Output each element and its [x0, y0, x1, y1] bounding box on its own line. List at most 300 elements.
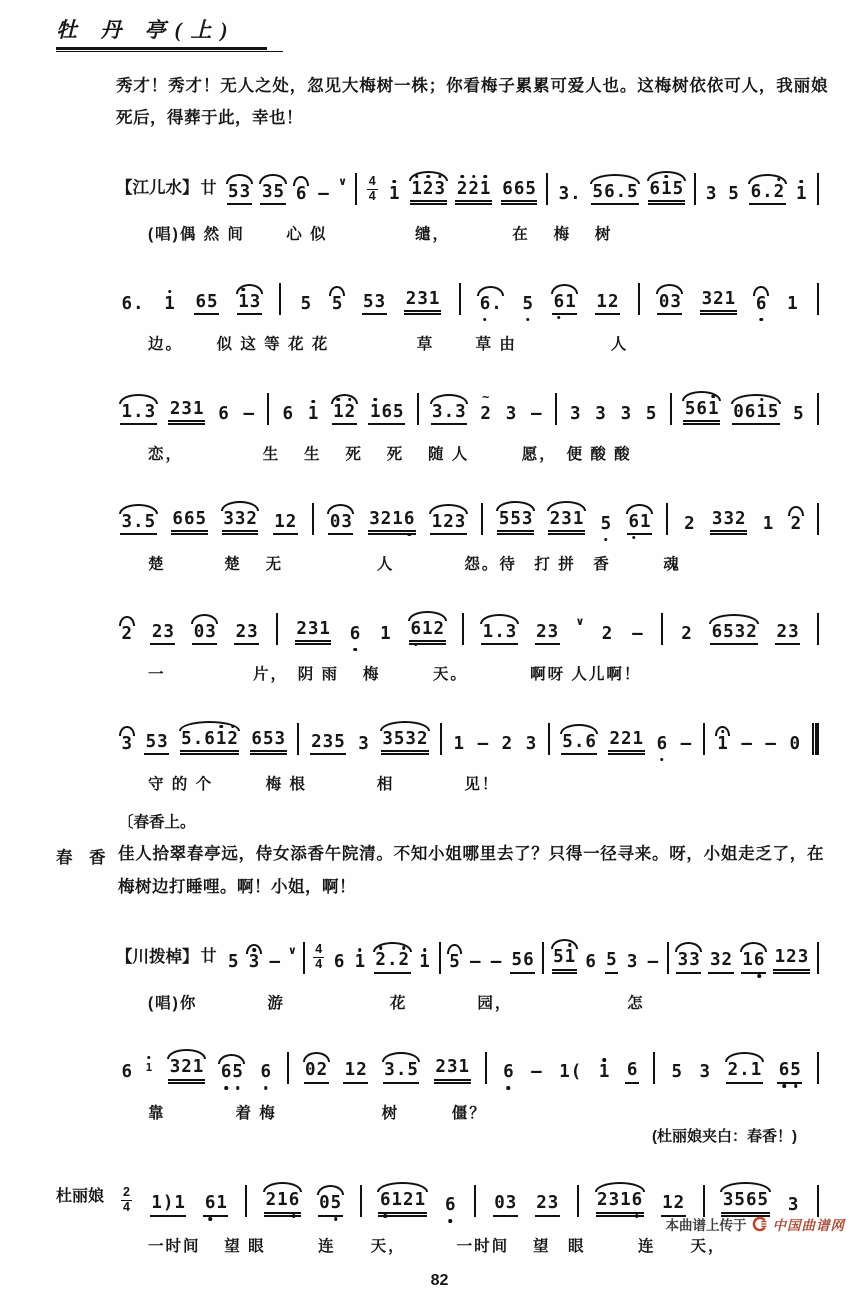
- note: 2: [296, 618, 307, 639]
- note: 3: [341, 511, 352, 532]
- note-group: [619, 405, 633, 426]
- dash-note: –: [647, 952, 659, 973]
- note-group: [625, 1061, 639, 1084]
- note: 3: [374, 291, 386, 312]
- barline: [666, 503, 668, 535]
- note: 2: [235, 621, 247, 642]
- note-group: [455, 180, 492, 206]
- note: 6: [631, 1190, 643, 1211]
- note-group: [144, 733, 169, 756]
- lyrics-line: 一 片， 阴 雨 梅 天。 啊呀 人儿啊！: [148, 666, 642, 684]
- dash-note: –: [531, 1062, 542, 1083]
- note: 2: [311, 731, 322, 752]
- note: 6: [260, 1062, 272, 1083]
- note: 6: [513, 178, 525, 199]
- note: 1: [453, 733, 465, 754]
- note-group: [670, 1063, 684, 1084]
- note-mark: .: [494, 621, 505, 642]
- note: 2: [169, 398, 181, 419]
- note-group: [306, 405, 320, 426]
- note: 6: [251, 728, 262, 749]
- note-group: [120, 625, 134, 646]
- note-group: [294, 185, 308, 206]
- music-line-chuanbozhao-2: [56, 1038, 823, 1123]
- note: 1: [145, 1060, 153, 1074]
- note: 3: [384, 1060, 395, 1081]
- note-group: [773, 948, 810, 974]
- barline: [817, 283, 819, 315]
- note-group: [332, 953, 346, 974]
- barline: [355, 173, 357, 205]
- lyrics-line: (唱)你 游 花 园， 怎: [148, 994, 645, 1012]
- notation-row: [116, 269, 823, 323]
- site-logo-icon: [752, 1216, 768, 1232]
- note: 1: [215, 728, 227, 749]
- note: 6: [220, 1062, 232, 1083]
- note: 6: [379, 1190, 391, 1211]
- note: 3: [608, 1190, 620, 1211]
- note: 5: [273, 181, 285, 202]
- note: 3: [322, 731, 334, 752]
- note: 6: [745, 1190, 757, 1211]
- note-group: [383, 1061, 420, 1084]
- note: 6: [204, 1193, 216, 1214]
- speaker-label-chunxiang: 春 香: [56, 849, 106, 868]
- note: 5: [728, 183, 739, 204]
- note-group: [716, 735, 730, 756]
- barline: [817, 173, 819, 205]
- note: 5: [757, 1190, 769, 1211]
- barline: [360, 1185, 362, 1217]
- note: 2: [468, 178, 479, 199]
- note: 2: [536, 1193, 547, 1214]
- liu-speech: 秀才！秀才！无人之处，忽见大梅树一株；你看梅子累累可爱人也。这梅树依依可人，我丽娘死后，得葬于此，幸也！: [116, 77, 828, 128]
- note: 6: [349, 623, 361, 644]
- barline: [297, 723, 299, 755]
- note: 1: [216, 1193, 227, 1214]
- page-number: 82: [430, 1271, 449, 1289]
- note: 1: [598, 1062, 610, 1083]
- note-mark: .: [739, 1060, 750, 1081]
- barline: [667, 942, 669, 974]
- note: 5: [393, 728, 405, 749]
- note-group: [680, 625, 694, 646]
- note: 3: [570, 403, 581, 424]
- note-group: [625, 953, 639, 974]
- note-group: [448, 953, 462, 974]
- note-group: [430, 513, 467, 536]
- note-group: [264, 1191, 301, 1217]
- time-signature-digit: 4: [368, 188, 376, 203]
- note: 1: [742, 950, 753, 971]
- note: 1: [333, 401, 344, 422]
- note-mark: .: [491, 293, 502, 314]
- free-meter-mark: 廿: [200, 179, 217, 197]
- note: 2: [380, 508, 392, 529]
- barline: [459, 283, 461, 315]
- note-group: [548, 510, 585, 536]
- note: 3: [787, 1195, 799, 1216]
- note: 3: [369, 508, 380, 529]
- measures: [223, 928, 823, 982]
- note-group: [247, 953, 261, 974]
- note-group: [561, 733, 598, 756]
- lyrics-line: 守 的 个 梅 根 相 见！: [148, 776, 500, 794]
- lyrics-line: 靠 着 梅 树 僵？: [148, 1104, 487, 1122]
- barline: [638, 283, 640, 315]
- note: 0: [329, 511, 341, 532]
- note-group: [168, 1058, 205, 1084]
- note: 2: [344, 401, 356, 422]
- time-signature-digit: 4: [315, 942, 323, 957]
- dash-note: –: [632, 623, 643, 644]
- time-signature: [367, 175, 378, 204]
- note: 6: [553, 291, 565, 312]
- note: 1: [458, 1057, 470, 1078]
- notation-row: [116, 159, 823, 213]
- note: 5: [511, 950, 523, 971]
- note-group: [552, 293, 577, 316]
- note-group: [644, 405, 658, 426]
- note: 3: [382, 728, 393, 749]
- note: 1: [756, 401, 767, 422]
- note: 6: [195, 291, 206, 312]
- note-group: [777, 1061, 802, 1084]
- note: 1: [192, 1057, 204, 1078]
- note: 3: [626, 952, 638, 973]
- note-group: [409, 620, 446, 646]
- note-group: [310, 733, 347, 756]
- breath-mark: ∨: [338, 176, 348, 189]
- note-group: [710, 510, 747, 536]
- note-group: [529, 405, 543, 426]
- note-group: [120, 295, 145, 316]
- note: 6: [753, 950, 765, 971]
- note-group: [379, 625, 393, 646]
- note-group: [500, 735, 514, 756]
- note-group: [676, 951, 701, 974]
- note: 5: [606, 950, 617, 971]
- dash-note: –: [269, 952, 281, 973]
- note: 3: [249, 291, 261, 312]
- note: 2: [121, 623, 133, 644]
- note: 3: [121, 733, 133, 754]
- barline: [439, 942, 441, 974]
- note: 6: [503, 1062, 514, 1083]
- note: 3: [234, 508, 246, 529]
- notation-row: [116, 599, 823, 653]
- note: 3: [525, 733, 537, 754]
- note: 5: [232, 1062, 243, 1083]
- note-group: [387, 185, 401, 206]
- time-signature-digit: 4: [368, 174, 376, 189]
- music-line-jiangershui-5: [56, 599, 823, 684]
- barline: [555, 393, 557, 425]
- note-group: [452, 735, 466, 756]
- note: 3: [670, 291, 681, 312]
- barline: [303, 942, 305, 974]
- lyrics-line: 边。 似 这 等 花 花 草 草 由 人: [148, 336, 629, 354]
- breath-mark: ∨: [575, 616, 585, 629]
- note: 1: [174, 1193, 185, 1214]
- note: 2 ~: [480, 406, 492, 424]
- note-group: [381, 730, 429, 756]
- note: 6: [585, 952, 596, 973]
- note-mark: ): [162, 1193, 174, 1214]
- note: 2: [727, 1060, 739, 1081]
- note: 6: [479, 293, 491, 314]
- note: 3: [547, 1193, 559, 1214]
- note: 6: [444, 1195, 456, 1216]
- note: 6: [288, 1190, 300, 1211]
- barline: [485, 1052, 487, 1084]
- note-group: [268, 953, 282, 974]
- note-group: [655, 735, 669, 756]
- note-group: [648, 180, 685, 206]
- note: 6: [403, 508, 415, 529]
- barline: [279, 283, 281, 315]
- note-group: [558, 1063, 583, 1084]
- dash-note: –: [318, 183, 329, 204]
- note-group: [168, 400, 205, 426]
- measures: [116, 1038, 823, 1092]
- free-meter-mark: 廿: [200, 948, 217, 966]
- note: 2: [403, 1190, 414, 1211]
- note: 3: [454, 511, 466, 532]
- note: 5: [562, 731, 573, 752]
- note-group: [708, 951, 733, 974]
- note-group: [237, 293, 262, 316]
- note: 1: [787, 293, 798, 314]
- note: 3: [711, 508, 723, 529]
- note: 1: [428, 288, 440, 309]
- note-group: [795, 185, 809, 206]
- note-group: [596, 1191, 644, 1217]
- note-group: [217, 405, 231, 426]
- note: 2: [246, 508, 257, 529]
- note-group: [594, 405, 608, 426]
- barline: [312, 503, 314, 535]
- note: 3: [723, 508, 734, 529]
- note: 5: [330, 1193, 342, 1214]
- note-group: [295, 620, 332, 646]
- note-group: [754, 295, 768, 316]
- note-group: [332, 403, 357, 426]
- note: 2: [734, 508, 746, 529]
- note-group: [374, 951, 411, 974]
- note: 1: [559, 1062, 570, 1083]
- note-group: [683, 400, 720, 426]
- note-mark: .: [386, 950, 398, 971]
- note: 6: [626, 1060, 638, 1081]
- note-group: [786, 295, 800, 316]
- note: 2: [416, 728, 428, 749]
- notation-row: [116, 928, 823, 982]
- note-group: [163, 295, 177, 316]
- note: 3: [205, 621, 216, 642]
- note: 1: [421, 618, 433, 639]
- note: 5: [334, 731, 345, 752]
- note-group: [260, 183, 285, 206]
- lyrics-line: (唱)偶 然 间 心 似 缱， 在 梅 树: [148, 226, 613, 244]
- note-group: [481, 623, 518, 646]
- note: 1: [482, 621, 494, 642]
- note: 2: [433, 618, 445, 639]
- note: 6: [585, 731, 596, 752]
- note-group: [362, 293, 387, 316]
- note: 1: [640, 511, 651, 532]
- note-group: [605, 951, 619, 974]
- barline: [276, 613, 278, 645]
- note: 1: [796, 183, 807, 204]
- note: 3: [521, 508, 533, 529]
- note: 3: [788, 621, 799, 642]
- note-mark: .: [133, 401, 144, 422]
- barline: [417, 393, 419, 425]
- note: 1: [414, 1190, 426, 1211]
- note: 3: [181, 398, 192, 419]
- note-group: [789, 515, 803, 536]
- barline: [287, 1052, 289, 1084]
- note: 2: [607, 291, 619, 312]
- barline: [703, 1185, 705, 1217]
- note-group: [504, 405, 518, 426]
- note: 2: [681, 623, 692, 644]
- note: 2: [285, 511, 297, 532]
- note-group: [348, 625, 362, 646]
- note: 3: [169, 1057, 181, 1078]
- note-group: [657, 293, 682, 316]
- note: 1: [164, 293, 175, 314]
- note: 3: [561, 508, 572, 529]
- note-group: [646, 953, 660, 974]
- barline: [817, 942, 819, 974]
- note: 1: [565, 291, 576, 312]
- note-group: [120, 403, 157, 426]
- note-group: [330, 295, 344, 316]
- note-group: [698, 1063, 712, 1084]
- note: 3: [432, 401, 443, 422]
- note-group: [591, 183, 639, 206]
- barline: [661, 613, 663, 645]
- note: 3: [709, 950, 721, 971]
- barline: [267, 393, 269, 425]
- note: 0: [193, 621, 205, 642]
- note-group: [700, 290, 737, 316]
- note: 6: [604, 181, 615, 202]
- note: 3: [446, 1057, 458, 1078]
- time-signature-digit: 4: [123, 1200, 130, 1215]
- note: 5: [671, 1062, 683, 1083]
- note: 2: [435, 1057, 446, 1078]
- note: 3: [417, 288, 428, 309]
- note: 6: [204, 728, 215, 749]
- note: 5: [645, 403, 657, 424]
- note: 2: [501, 733, 513, 754]
- note: 5: [522, 293, 534, 314]
- note: 2: [713, 288, 724, 309]
- note-group: [404, 290, 441, 316]
- note: 0: [494, 1193, 505, 1214]
- note-group: [318, 1194, 343, 1217]
- note: 1: [388, 183, 400, 204]
- note: 3: [455, 401, 466, 422]
- note-group: [478, 295, 503, 316]
- note-group: [552, 948, 577, 974]
- dash-note: –: [530, 403, 542, 424]
- dash-note: –: [741, 733, 752, 754]
- note: 2: [181, 1057, 192, 1078]
- note: 2: [227, 728, 238, 749]
- note-group: [227, 953, 241, 974]
- watermark-site: 中国曲谱网: [772, 1218, 845, 1233]
- note: 5: [207, 291, 218, 312]
- note: 1: [479, 178, 491, 199]
- note: 5: [793, 403, 804, 424]
- note: 2: [673, 1193, 685, 1214]
- watermark: [666, 1214, 846, 1234]
- music-line-jiangershui-1: [56, 159, 823, 244]
- note: 6: [750, 181, 762, 202]
- note-group: [679, 735, 693, 756]
- note-group: [469, 953, 483, 974]
- note: 5: [363, 291, 374, 312]
- time-signature: [313, 943, 324, 972]
- note-group: [631, 625, 645, 646]
- dash-note: –: [765, 733, 776, 754]
- speaker-label-duliniang: 杜丽娘: [56, 1187, 105, 1205]
- note: 3: [595, 403, 606, 424]
- lyrics-line: 恋， 生 生 死 死 随 人 愿， 便 酸 酸: [148, 446, 632, 464]
- note: 2: [601, 623, 613, 644]
- note: 1: [391, 1190, 403, 1211]
- note-group: [180, 730, 240, 756]
- measures: [116, 599, 823, 653]
- note-group: [194, 293, 219, 316]
- note: 5: [723, 621, 734, 642]
- note: 5: [300, 293, 312, 314]
- barline: [245, 1185, 247, 1217]
- note: 6: [121, 293, 133, 314]
- note-group: [726, 1061, 763, 1084]
- note-group: [493, 1194, 518, 1217]
- final-barline: [812, 723, 819, 755]
- note: 5: [331, 293, 343, 314]
- note: 2: [549, 508, 561, 529]
- note-group: [627, 513, 652, 536]
- note-group: [357, 735, 371, 756]
- note-group: [530, 1063, 544, 1084]
- note: 5: [525, 178, 536, 199]
- note: 2: [265, 1190, 277, 1211]
- note: 1: [717, 733, 728, 754]
- note: 1: [596, 291, 607, 312]
- note: 5: [553, 947, 564, 968]
- note: 3: [701, 288, 713, 309]
- note-group: [727, 185, 741, 206]
- notation-row: [116, 379, 823, 433]
- note: 6: [333, 952, 345, 973]
- tune-label: 【江儿水】: [116, 179, 199, 198]
- note: 2: [790, 513, 802, 534]
- measures: [116, 269, 823, 323]
- note: 1: [344, 1060, 356, 1081]
- note: 3: [405, 728, 416, 749]
- note: 5: [627, 181, 638, 202]
- note-group: [203, 1194, 228, 1217]
- note: 2: [375, 950, 386, 971]
- note-group: [600, 625, 614, 646]
